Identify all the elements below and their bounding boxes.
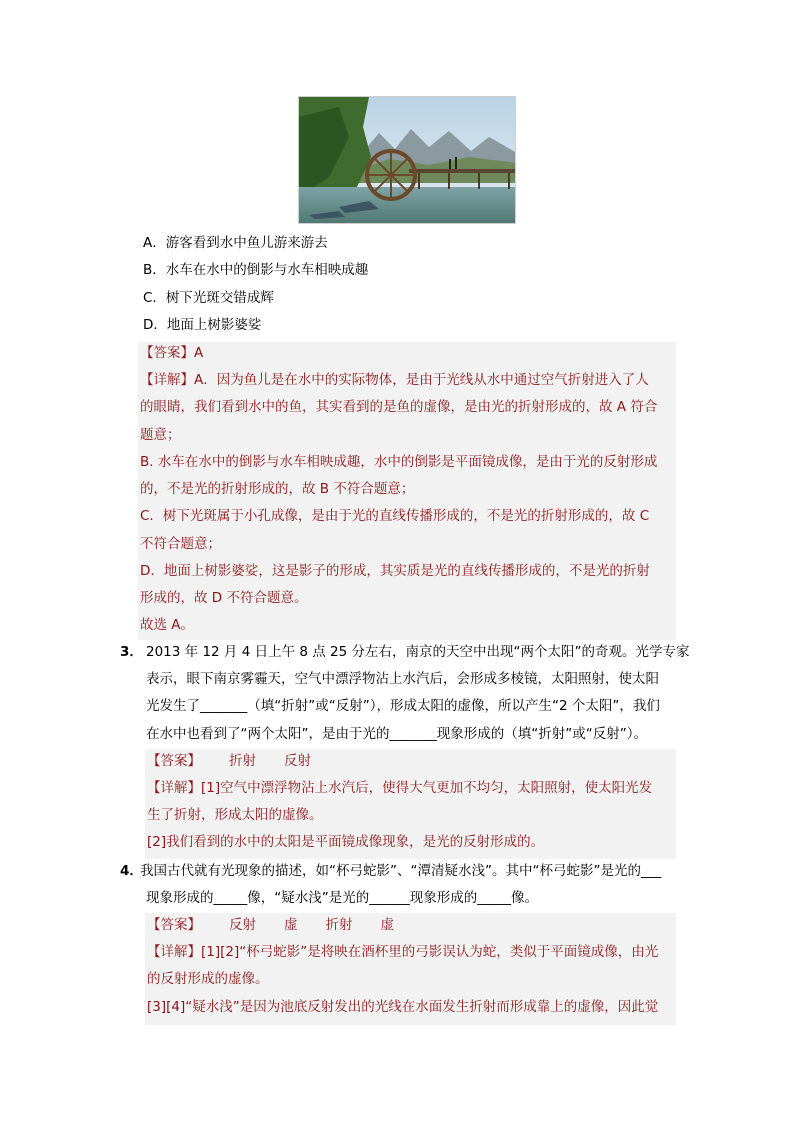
question-number: 4． (120, 863, 143, 879)
answer-tag: 【答案】 (147, 753, 201, 769)
detail-line (140, 371, 649, 389)
detail-tag: 【详解】 (140, 372, 194, 388)
answer-line-q3 (147, 752, 311, 770)
detail-line: [3][4]“疑水浅”是因为池底反射发出的光线在水面发生折射而形成靠上的虚像，因此觉 (147, 999, 659, 1015)
detail-line: D．地面上树影婆娑，这是影子的形成，其实质是光的直线传播形成的，不是光的折射 (140, 563, 650, 579)
detail-line (147, 779, 652, 797)
option-a: A．游客看到水中鱼儿游来游去 (143, 235, 328, 251)
detail-line: 的眼睛，我们看到水中的鱼，其实看到的是鱼的虚像，是由光的折射形成的，故 A 符合 (140, 399, 658, 415)
detail-line: 不符合题意； (140, 536, 221, 552)
detail-text: A．因为鱼儿是在水中的实际物体，是由于光线从水中通过空气折射进入了人 (194, 372, 649, 388)
detail-line: C．树下光斑属于小孔成像，是由于光的直线传播形成的，不是光的折射形成的，故 C (140, 508, 650, 524)
detail-tag: 【详解】 (147, 944, 201, 960)
answer-value: A (194, 345, 204, 361)
answer-value: 虚 (284, 917, 298, 933)
detail-line: [2]我们看到的水中的太阳是平面镜成像现象，是光的反射形成的。 (147, 834, 545, 850)
detail-line: 的反射形成的虚像。 (147, 971, 269, 987)
question-number: 3． (120, 644, 143, 660)
answer-value: 反射 (284, 753, 311, 769)
detail-text: [1][2]“杯弓蛇影”是将映在酒杯里的弓影误认为蛇，类似于平面镜成像，由光 (201, 944, 659, 960)
question-text: 光发生了_______（填“折射”或“反射”），形成太阳的虚像，所以产生“2 个太阳”，我们 (146, 698, 660, 714)
answer-value: 折射 (229, 753, 256, 769)
answer-tag: 【答案】 (147, 917, 201, 933)
answer-tag: 【答案】 (140, 345, 194, 361)
option-c: C．树下光斑交错成辉 (143, 290, 274, 306)
answer-value: 虚 (380, 917, 394, 933)
answer-value: 反射 (229, 917, 256, 933)
detail-line: 题意； (140, 427, 181, 443)
detail-line: B. 水车在水中的倒影与水车相映成趣，水中的倒影是平面镜成像，是由于光的反射形成 (140, 454, 658, 470)
detail-line: 的，不是光的折射形成的，故 B 不符合题意； (140, 481, 415, 497)
detail-line (147, 943, 658, 961)
detail-text: [1]空气中漂浮物沾上水汽后，使得大气更加不均匀，太阳照射，使太阳光发 (201, 780, 653, 796)
detail-line: 形成的，故 D 不符合题意。 (140, 590, 308, 606)
answer-value: 折射 (325, 917, 353, 933)
waterwheel-photo (298, 96, 516, 224)
detail-line: 故选 A。 (140, 617, 195, 633)
option-d: D．地面上树影婆娑 (143, 317, 262, 333)
option-b: B．水车在水中的倒影与水车相映成趣 (143, 262, 369, 278)
question-text: 表示，眼下南京雾霾天，空气中漂浮物沾上水汽后，会形成多棱镜，太阳照射，使太阳 (146, 671, 659, 687)
question-text: 我国古代就有光现象的描述，如“杯弓蛇影”、“潭清疑水浅”。其中“杯弓蛇影”是光的___ (140, 863, 662, 879)
answer-line-q2 (140, 344, 203, 362)
question-text: 现象形成的_____像，“疑水浅”是光的______现象形成的_____像。 (146, 890, 538, 906)
answer-line-q4 (147, 916, 394, 934)
question-text: 2013 年 12 月 4 日上午 8 点 25 分左右，南京的天空中出现“两个太阳”的奇观。光学专家 (146, 644, 690, 660)
question-text: 在水中也看到了“两个太阳”，是由于光的_______现象形成的（填“折射”或“反射”）。 (146, 726, 647, 742)
detail-tag: 【详解】 (147, 780, 201, 796)
detail-line: 生了折射，形成太阳的虚像。 (147, 807, 323, 823)
